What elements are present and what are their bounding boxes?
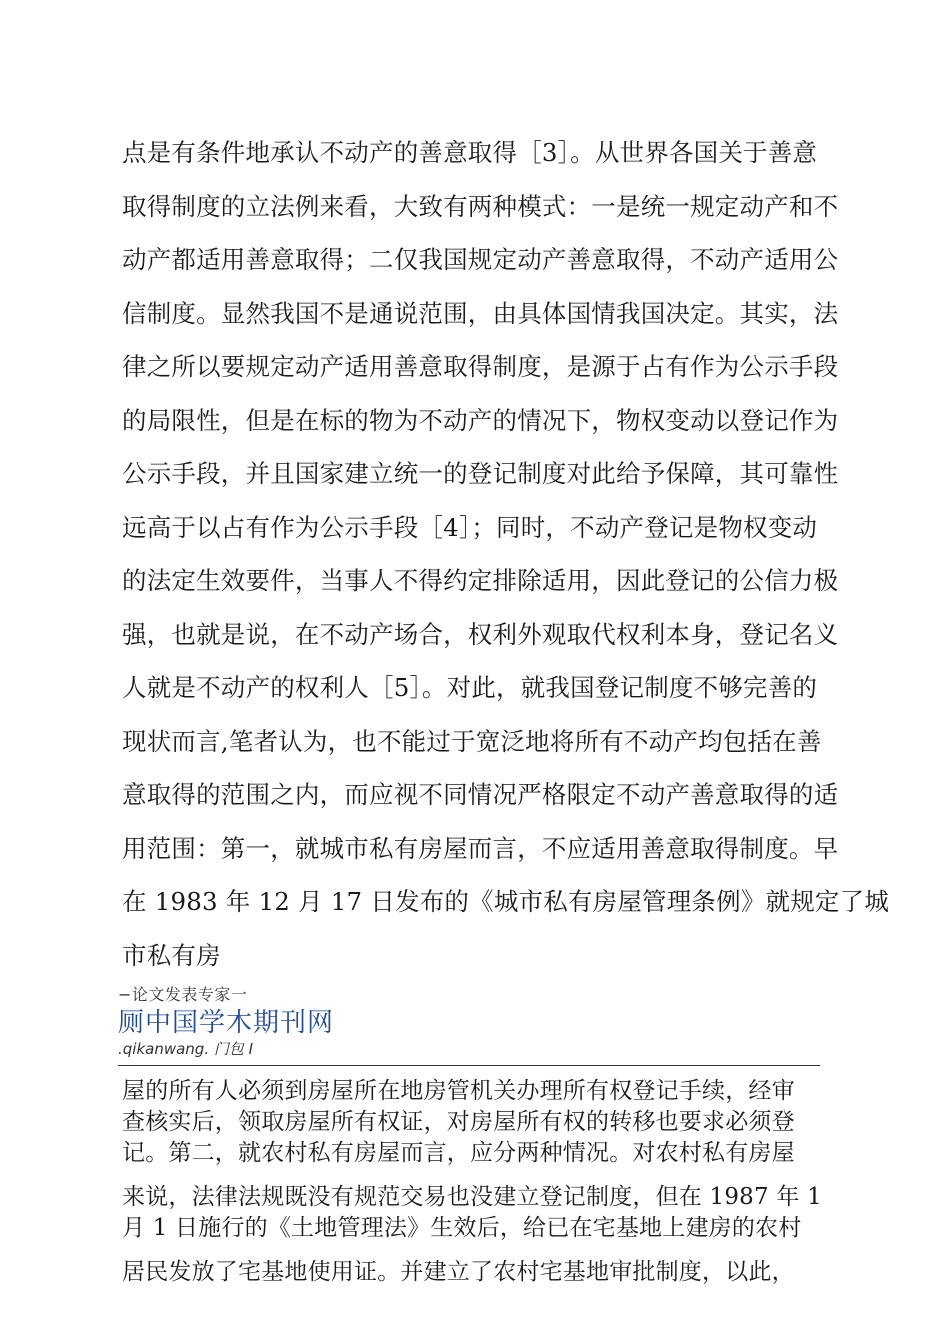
body-line: 查核实后，领取房屋所有权证，对房屋所有权的转移也要求必须登 xyxy=(122,1109,795,1135)
body-line: 用范围：第一，就城市私有房屋而言，不应适用善意取得制度。早 xyxy=(122,833,839,863)
body-line: 公示手段，并且国家建立统一的登记制度对此给予保障，其可靠性 xyxy=(122,459,839,488)
body-line: 点是有条件地承认不动产的善意取得［3］。从世界各国关于善意 xyxy=(122,138,818,167)
banner-tagline: −论文发表专家一 xyxy=(118,985,248,1004)
body-line: 律之所以要规定动产适用善意取得制度，是源于占有作为公示手段 xyxy=(122,352,839,381)
body-line: 动产都适用善意取得；二仅我国规定动产善意取得，不动产适用公 xyxy=(122,245,839,274)
continuation-paragraph xyxy=(122,1076,822,1169)
continuation-paragraph xyxy=(122,1257,822,1288)
header-divider xyxy=(118,1065,820,1066)
journal-banner xyxy=(118,985,820,1059)
continuation-paragraph xyxy=(122,1182,822,1244)
banner-brand-logo: 厕中国学木期刊网 xyxy=(118,1008,335,1038)
body-line: 的法定生效要件，当事人不得约定排除适用，因此登记的公信力极 xyxy=(122,566,839,595)
body-line: 人就是不动产的权利人［5］。对此，就我国登记制度不够完善的 xyxy=(122,673,818,702)
body-line: 记。第二，就农村私有房屋而言，应分两种情况。对农村私有房屋 xyxy=(122,1140,795,1166)
body-line: 来说，法律法规既没有规范交易也没建立登记制度，但在 1987 年 1 xyxy=(122,1184,822,1210)
body-text xyxy=(122,126,890,982)
body-line: 的局限性，但是在标的物为不动产的情况下，物权变动以登记作为 xyxy=(122,405,839,435)
banner-url: .qikanwang. 门包 I xyxy=(118,1040,254,1058)
body-line: 在 1983 年 12 月 17 日发布的《城市私有房屋管理条例》就规定了城 xyxy=(122,887,890,916)
body-line: 信制度。显然我国不是通说范围，由具体国情我国决定。其实，法 xyxy=(122,298,839,328)
body-line: 月 1 日施行的《土地管理法》生效后，给已在宅基地上建房的农村 xyxy=(122,1215,802,1241)
body-line: 屋的所有人必须到房屋所在地房管机关办理所有权登记手续，经审 xyxy=(122,1078,795,1104)
body-line: 取得制度的立法例来看，大致有两种模式：一是统一规定动产和不 xyxy=(122,191,839,221)
body-line: 市私有房 xyxy=(122,940,221,970)
body-line: 意取得的范围之内，而应视不同情况严格限定不动产善意取得的适 xyxy=(122,780,839,809)
body-line: 居民发放了宅基地使用证。并建立了农村宅基地审批制度，以此， xyxy=(122,1259,795,1285)
body-line: 现状而言,笔者认为，也不能过于宽泛地将所有不动产均包括在善 xyxy=(122,726,822,756)
body-line: 强，也就是说，在不动产场合，权利外观取代权利本身，登记名义 xyxy=(122,619,839,649)
body-line: 远高于以占有作为公示手段［4］；同时，不动产登记是物权变动 xyxy=(122,512,818,542)
